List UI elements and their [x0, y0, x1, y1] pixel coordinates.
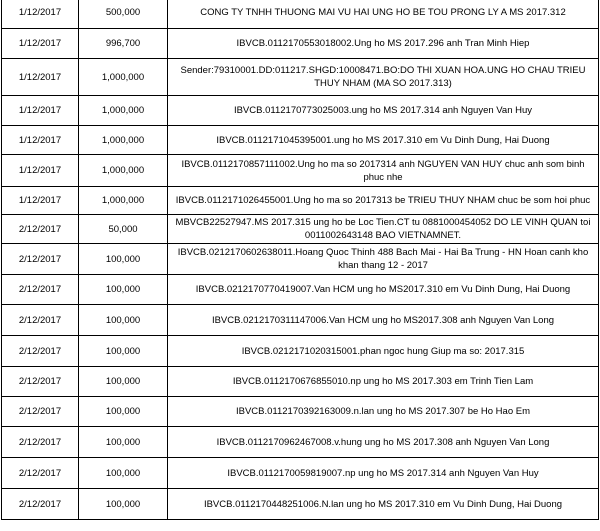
- table-row: [2, 59, 599, 96]
- date-cell: 2/12/2017: [2, 275, 79, 305]
- date-cell: 2/12/2017: [2, 215, 79, 244]
- donation-table: [1, 0, 599, 520]
- description-cell: CONG TY TNHH THUONG MAI VU HAI UNG HO BE TOU PRONG LY A MS 2017.312: [168, 0, 599, 29]
- amount-cell: 1,000,000: [79, 59, 168, 96]
- date-cell: 2/12/2017: [2, 427, 79, 458]
- description-cell: IBVCB.0212170311147006.Van HCM ung ho MS2017.308 anh Nguyen Van Long: [168, 305, 599, 336]
- amount-cell: 100,000: [79, 244, 168, 275]
- amount-cell: 1,000,000: [79, 155, 168, 187]
- amount-cell: 100,000: [79, 427, 168, 458]
- table-row: [2, 305, 599, 336]
- date-cell: 1/12/2017: [2, 187, 79, 215]
- description-cell: IBVCB.0112171045395001.ung ho MS 2017.310 em Vu Dinh Dung, Hai Duong: [168, 126, 599, 155]
- table-row: [2, 0, 599, 29]
- amount-cell: 100,000: [79, 489, 168, 520]
- description-cell: Sender:79310001.DD:011217.SHGD:10008471.BO:DO THI XUAN HOA.UNG HO CHAU TRIEU THUY NHAM (MA SO 2017.313): [168, 59, 599, 96]
- description-cell: IBVCB.0212170602638011.Hoang Quoc Thinh 488 Bach Mai - Hai Ba Trung - HN Hoan canh kho khan thang 12 - 2017: [168, 244, 599, 275]
- date-cell: 1/12/2017: [2, 59, 79, 96]
- table-row: [2, 336, 599, 367]
- amount-cell: 100,000: [79, 275, 168, 305]
- table-row: [2, 275, 599, 305]
- amount-cell: 100,000: [79, 336, 168, 367]
- date-cell: 2/12/2017: [2, 458, 79, 489]
- amount-cell: 500,000: [79, 0, 168, 29]
- description-cell: IBVCB.0112170448251006.N.lan ung ho MS 2017.310 em Vu Dinh Dung, Hai Duong: [168, 489, 599, 520]
- date-cell: 1/12/2017: [2, 126, 79, 155]
- date-cell: 1/12/2017: [2, 96, 79, 126]
- date-cell: 2/12/2017: [2, 367, 79, 397]
- amount-cell: 50,000: [79, 215, 168, 244]
- amount-cell: 1,000,000: [79, 126, 168, 155]
- date-cell: 1/12/2017: [2, 29, 79, 59]
- description-cell: IBVCB.0112170676855010.np ung ho MS 2017.303 em Trinh Tien Lam: [168, 367, 599, 397]
- amount-cell: 100,000: [79, 397, 168, 427]
- description-cell: IBVCB.0112170962467008.v.hung ung ho MS 2017.308 anh Nguyen Van Long: [168, 427, 599, 458]
- table-row: [2, 489, 599, 520]
- table-row: [2, 397, 599, 427]
- table-row: [2, 215, 599, 244]
- description-cell: IBVCB.0112170553018002.Ung ho MS 2017.296 anh Tran Minh Hiep: [168, 29, 599, 59]
- amount-cell: 100,000: [79, 305, 168, 336]
- description-cell: IBVCB.0212170770419007.Van HCM ung ho MS2017.310 em Vu Dinh Dung, Hai Duong: [168, 275, 599, 305]
- table-row: [2, 29, 599, 59]
- table-row: [2, 427, 599, 458]
- table-row: [2, 187, 599, 215]
- date-cell: 2/12/2017: [2, 244, 79, 275]
- date-cell: 2/12/2017: [2, 336, 79, 367]
- table-row: [2, 155, 599, 187]
- description-cell: IBVCB.0112171026455001.Ung ho ma so 2017313 be TRIEU THUY NHAM chuc be som hoi phuc: [168, 187, 599, 215]
- table-row: [2, 458, 599, 489]
- amount-cell: 1,000,000: [79, 96, 168, 126]
- date-cell: 1/12/2017: [2, 155, 79, 187]
- amount-cell: 100,000: [79, 367, 168, 397]
- description-cell: IBVCB.0112170059819007.np ung ho MS 2017.314 anh Nguyen Van Huy: [168, 458, 599, 489]
- amount-cell: 1,000,000: [79, 187, 168, 215]
- description-cell: MBVCB22527947.MS 2017.315 ung ho be Loc Tien.CT tu 0881000454052 DO LE VINH QUAN toi 0011002643148 BAO VIETNAMNET.: [168, 215, 599, 244]
- amount-cell: 100,000: [79, 458, 168, 489]
- description-cell: IBVCB.0112170392163009.n.lan ung ho MS 2017.307 be Ho Hao Em: [168, 397, 599, 427]
- date-cell: 1/12/2017: [2, 0, 79, 29]
- date-cell: 2/12/2017: [2, 489, 79, 520]
- table-row: [2, 96, 599, 126]
- date-cell: 2/12/2017: [2, 397, 79, 427]
- description-cell: IBVCB.0112170857111002.Ung ho ma so 2017314 anh NGUYEN VAN HUY chuc anh som binh phuc nhe: [168, 155, 599, 187]
- description-cell: IBVCB.0112170773025003.ung ho MS 2017.314 anh Nguyen Van Huy: [168, 96, 599, 126]
- table-row: [2, 244, 599, 275]
- table-row: [2, 126, 599, 155]
- amount-cell: 996,700: [79, 29, 168, 59]
- date-cell: 2/12/2017: [2, 305, 79, 336]
- description-cell: IBVCB.0212171020315001.phan ngoc hung Giup ma so: 2017.315: [168, 336, 599, 367]
- table-row: [2, 367, 599, 397]
